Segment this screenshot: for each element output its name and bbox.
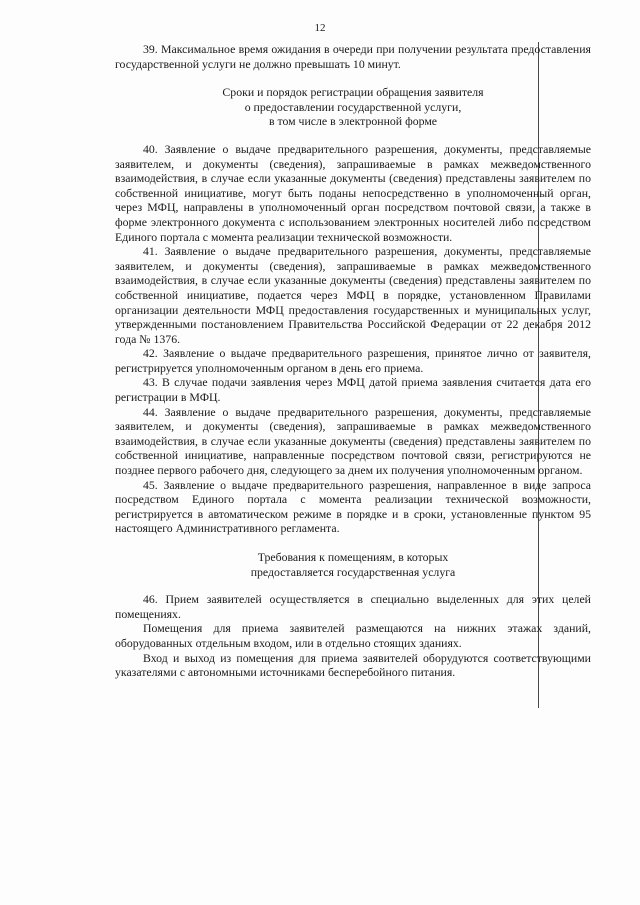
section-heading-registration <box>115 85 591 129</box>
paragraph-43: 43. В случае подачи заявления через МФЦ датой приема заявления считается дата его регистрации в МФЦ. <box>115 375 591 405</box>
paragraph-39: 39. Максимальное время ожидания в очереди при получении результата предоставления государственной услуги не должно превышать 10 минут. <box>115 42 591 71</box>
document-body <box>115 42 591 680</box>
heading-line: Сроки и порядок регистрации обращения заявителя <box>222 85 484 100</box>
paragraph-44: 44. Заявление о выдаче предварительного разрешения, документы, представляемые заявителем, и документы (сведения), запрашиваемые в рамках межведомственного взаимодействия, в случае если указанные документы (сведения) представлены заявителем по собственной инициативе, направленные посредством почтовой связи, регистрируются не позднее первого рабочего дня, следующего за днем их получения уполномоченным органом. <box>115 404 591 478</box>
paragraph-40: 40. Заявление о выдаче предварительного разрешения, документы, представляемые заявителем, и документы (сведения), запрашиваемые в рамках межведомственного взаимодействия, в случае если указанные документы (сведения) представлены заявителем по собственной инициативе, могут быть поданы непосредственно в уполномоченный орган, через МФЦ, направлены в уполномоченный орган посредством почтовой связи, а также в форме электронного документа с использованием электронных носителей либо посредством Единого портала с момента реализации технической возможности. <box>115 141 591 244</box>
paragraph-41: 41. Заявление о выдаче предварительного разрешения, документы, представляемые заявителем, и документы (сведения), запрашиваемые в рамках межведомственного взаимодействия, в случае если указанные документы (сведения) представлены заявителем по собственной инициативе, подается через МФЦ в порядке, установленном Правилами организации деятельности МФЦ предоставления государственных и муниципальных услуг, утвержденными постановлением Правительства Российской Федерации от 22 декабря 2012 года № 1376. <box>115 244 591 346</box>
paragraph-45: 45. Заявление о выдаче предварительного разрешения, направленное в виде запроса посредством Единого портала с момента реализации технической возможности, регистрируется в автоматическом режиме в порядке и в сроки, установленные пунктом 95 настоящего Административного регламента. <box>115 477 591 536</box>
paragraph-46: 46. Прием заявителей осуществляется в специально выделенных для этих целей помещениях. <box>115 592 591 621</box>
page-number: 12 <box>314 22 326 34</box>
paragraph-42: 42. Заявление о выдаче предварительного разрешения, принятое лично от заявителя, регистрируется уполномоченным органом в день его приема. <box>115 346 591 375</box>
heading-line: предоставляется государственная услуга <box>250 564 456 579</box>
heading-line: Требования к помещениям, в которых <box>257 550 449 564</box>
heading-line: в том числе в электронной форме <box>268 114 438 129</box>
paragraph-46-premises: Помещения для приема заявителей размещаются на нижних этажах зданий, оборудованных отдельным входом, или в отдельно стоящих зданиях. <box>115 621 591 650</box>
paragraph-46-entrance: Вход и выход из помещения для приема заявителей оборудуются соответствующими указателями с автономными источниками бесперебойного питания. <box>115 650 591 680</box>
heading-line: о предоставлении государственной услуги, <box>244 99 462 114</box>
section-heading-premises <box>115 550 591 579</box>
